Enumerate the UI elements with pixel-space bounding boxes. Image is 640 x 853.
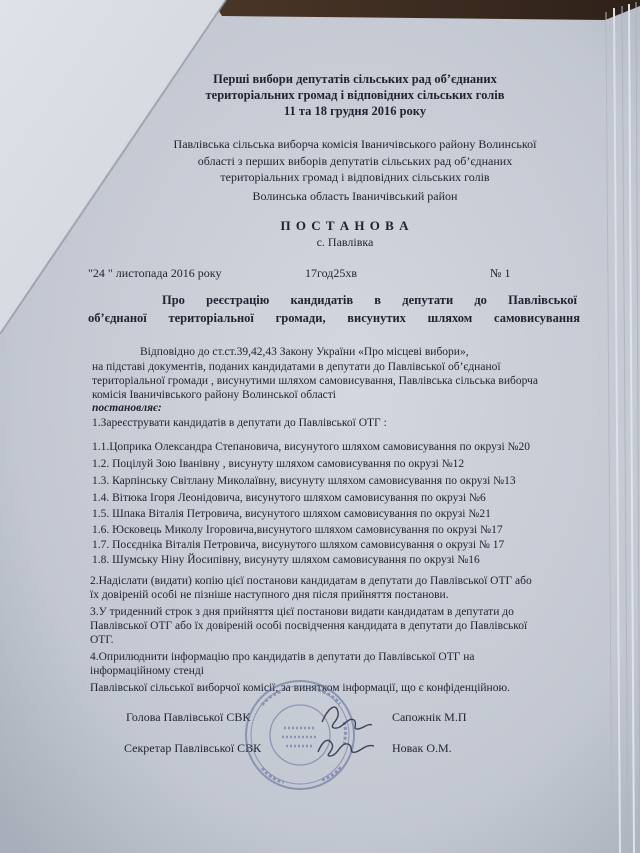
item-2-line-1: 2.Надіслати (видати) копію цієї постанови кандидатам в депутати до Павлівської ОТГ або xyxy=(90,575,532,587)
item-4-line-3: Павлівської сільської виборчої комісії, за винятком інформації, що є конфіденційною. xyxy=(90,682,510,694)
item-3-line-3: ОТГ. xyxy=(90,634,114,646)
commission-line-3: територіальних громад і відповідних сільських голів xyxy=(220,170,490,184)
commission-line-2: області з перших виборів депутатів сільських рад об’єднаних xyxy=(197,154,513,168)
document-time: 17год25хв xyxy=(305,266,358,280)
document-date: "24 " листопада 2016 року xyxy=(88,266,222,280)
item-3-line-1: 3.У триденний строк з дня прийняття цієї постанови видати кандидатам в депутати до xyxy=(90,606,514,618)
item-1: 1.Зареєструвати кандидатів в депутати до Павлівської ОТГ : xyxy=(92,417,387,429)
candidate-item: 1.6. Юсковець Миколу Ігоровича,висунутого шляхом самовисування по окрузі №17 xyxy=(92,524,503,536)
preamble-line-1: Відповідно до ст.ст.39,42,43 Закону України «Про місцеві вибори», xyxy=(140,346,469,358)
candidate-item: 1.5. Шпака Віталія Петровича, висунутого шляхом самовисування по окрузі №21 xyxy=(92,508,491,520)
document-type: П О С Т А Н О В А xyxy=(280,218,410,233)
decision-word: постановляє: xyxy=(92,402,162,414)
chair-role: Голова Павлівської СВК xyxy=(126,710,251,724)
region: Волинська область Іваничівський район xyxy=(252,189,458,203)
candidate-item: 1.8. Шумську Ніну Йосипівну, висунуту шляхом самовисування по окрузі №16 xyxy=(92,554,480,566)
preamble-line-2: на підставі документів, поданих кандидатами в депутати до Павлівської об’єднаної xyxy=(92,361,501,373)
candidate-item: 1.1.Цоприка Олександра Степановича, висунутого шляхом самовисування по окрузі №20 xyxy=(92,441,530,453)
preamble-line-3: територіальної громади , висунутими шляхом самовисування, Павлівська сільська виборча xyxy=(92,375,538,387)
place: с. Павлівка xyxy=(316,235,374,249)
candidate-item: 1.4. Вітюка Ігоря Леонідовича, висунутого шляхом самовисування по окрузі №6 xyxy=(92,492,486,504)
candidate-item: 1.7. Посєдніка Віталія Петровича, висунутого шляхом самовисування о окрузі № 17 xyxy=(92,539,505,551)
chair-name: Сапожнік М.П xyxy=(392,710,467,724)
election-title-line-2: територіальних громад і відповідних сільських голів xyxy=(205,88,505,102)
candidate-item: 1.3. Карпінську Світлану Миколаївну, висунуту шляхом самовисування по окрузі №13 xyxy=(92,475,516,487)
preamble-line-4: комісія Іваничівського району Волинської області xyxy=(92,389,336,401)
secretary-role: Секретар Павлівської СВК xyxy=(124,741,262,755)
item-4-line-2: інформаційному стенді xyxy=(90,665,204,677)
resolution-title-line-2: об’єднаної територіальної громади, висунутих шляхом самовисування xyxy=(88,311,580,325)
election-dates: 11 та 18 грудня 2016 року xyxy=(283,104,427,118)
item-2-line-2: їх довіреній особі не пізніше наступного дня після прийняття постанови. xyxy=(90,589,449,601)
item-4-line-1: 4.Оприлюднити інформацію про кандидатів в депутати до Павлівської ОТГ на xyxy=(90,651,475,663)
commission-line-1: Павлівська сільська виборча комісія Іваничівського району Волинської xyxy=(173,137,537,151)
document-number: № 1 xyxy=(490,266,511,280)
election-title-line-1: Перші вибори депутатів сільських рад об’єднаних xyxy=(213,72,497,86)
item-3-line-2: Павлівської ОТГ або їх довіреній особі посвідчення кандидата в депутати до Павлівської xyxy=(90,620,528,632)
secretary-name: Новак О.М. xyxy=(392,741,452,755)
candidate-item: 1.2. Поцілуй Зою Іванівну , висунуту шляхом самовисування по окрузі №12 xyxy=(92,458,465,470)
resolution-title-line-1: Про реєстрацію кандидатів в депутати до Павлівської xyxy=(162,293,577,307)
